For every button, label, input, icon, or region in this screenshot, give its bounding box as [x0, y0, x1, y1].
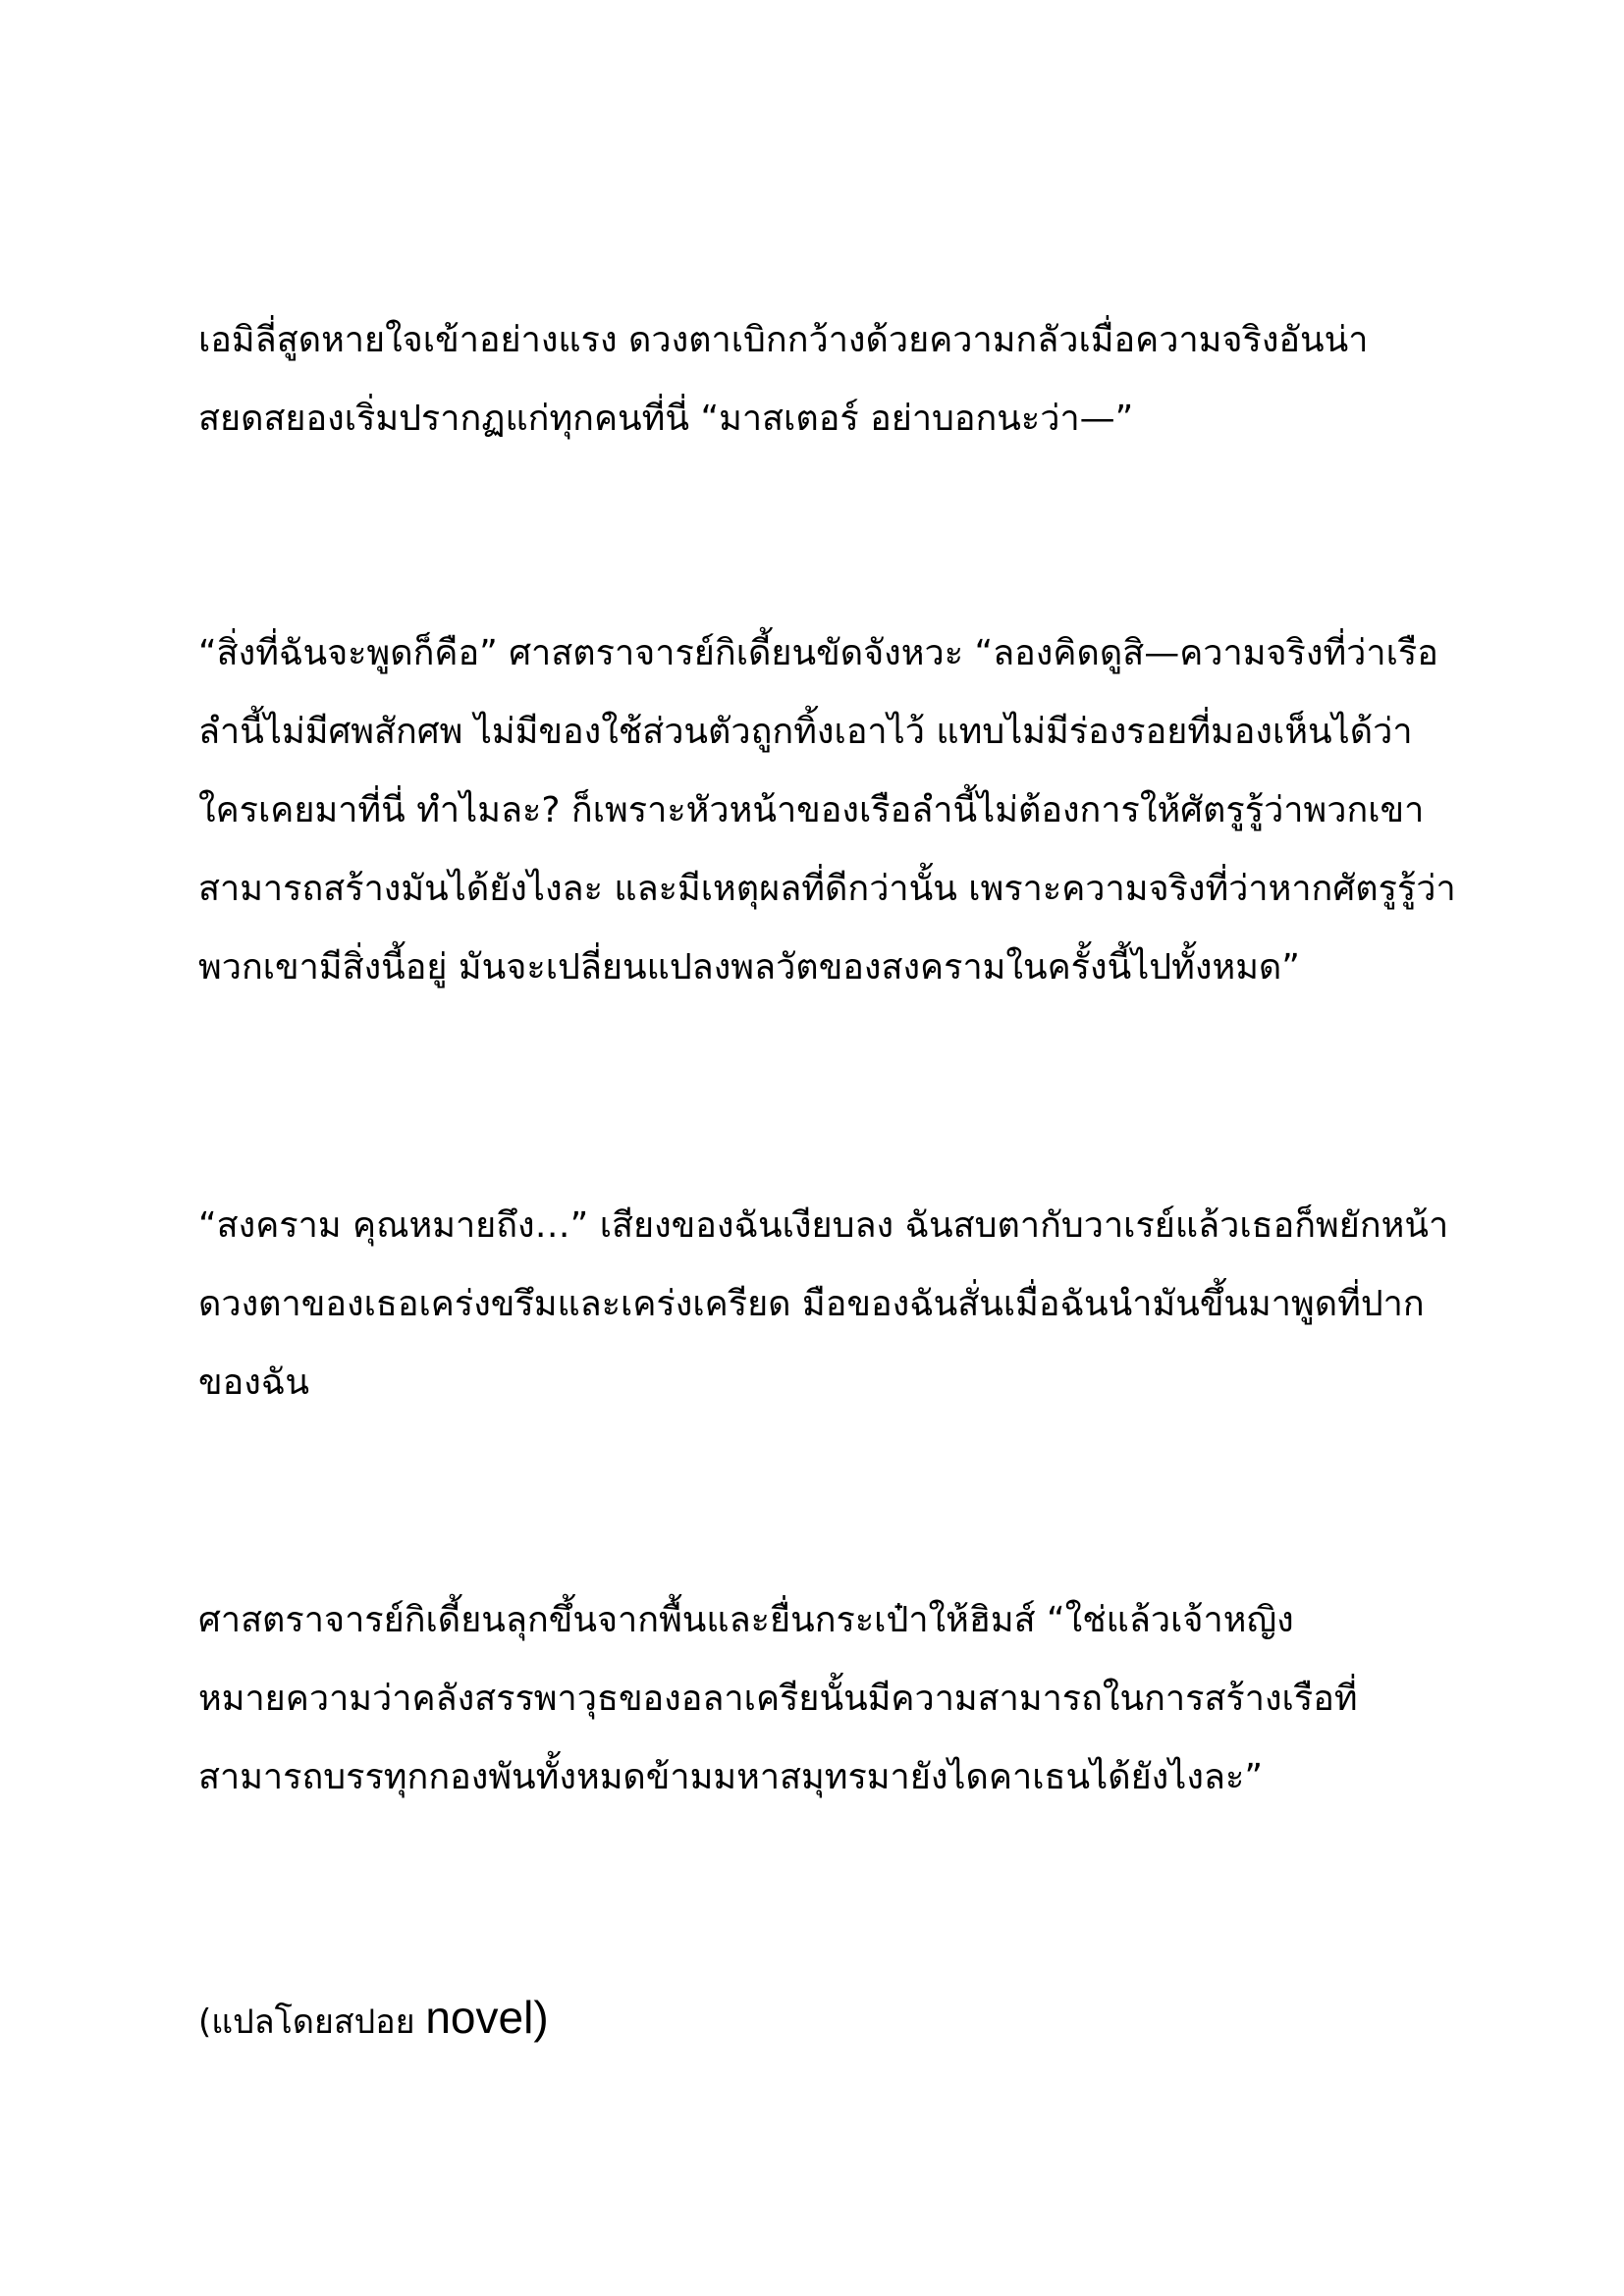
credit-open: (แปลโดยสปอย: [198, 2002, 426, 2042]
paragraph-2: [198, 614, 1475, 1007]
paragraph-1: [198, 301, 1475, 458]
translator-credit: [198, 1978, 1475, 2061]
credit-line: [198, 1978, 1475, 2061]
paragraph-line: พวกเขามีสิ่งนี้อยู่ มันจะเปลี่ยนแปลงพลวัตของสงครามในครั้งนี้ไปทั้งหมด”: [198, 947, 1300, 988]
paragraph-line: หมายความว่าคลังสรรพาวุธของอลาเครียนั้นมีความสามารถในการสร้างเรือที่: [198, 1679, 1358, 1719]
paragraph-3: [198, 1187, 1475, 1422]
paragraph-4: [198, 1581, 1475, 1817]
paragraph-line: ลำนี้ไม่มีศพสักศพ ไม่มีของใช้ส่วนตัวถูกทิ้งเอาไว้ แทบไม่มีร่องรอยที่มองเห็นได้ว่า: [198, 712, 1413, 752]
paragraph-line: ของฉัน: [198, 1362, 309, 1403]
paragraph-line: “สงคราม คุณหมายถึง…” เสียงของฉันเงียบลง ฉันสบตากับวาเรย์แล้วเธอก็พยักหน้า: [198, 1205, 1449, 1246]
paragraph-line: “สิ่งที่ฉันจะพูดก็คือ” ศาสตราจารย์กิเดี้ยนขัดจังหวะ “ลองคิดดูสิ—ความจริงที่ว่าเรือ: [198, 633, 1438, 673]
paragraph-line: สามารถสร้างมันได้ยังไงละ และมีเหตุผลที่ดีกว่านั้น เพราะความจริงที่ว่าหากศัตรูรู้ว่า: [198, 869, 1456, 909]
paragraph-line: ดวงตาของเธอเคร่งขรึมและเคร่งเครียด มือของฉันสั่นเมื่อฉันนำมันขึ้นมาพูดที่ปาก: [198, 1284, 1425, 1324]
paragraph-line: ศาสตราจารย์กิเดี้ยนลุกขึ้นจากพื้นและยื่นกระเป๋าให้ฮิมส์ “ใช่แล้วเจ้าหญิง: [198, 1600, 1294, 1640]
credit-close: ): [533, 1992, 549, 2043]
paragraph-line: เอมิลี่สูดหายใจเข้าอย่างแรง ดวงตาเบิกกว้างด้วยความกลัวเมื่อความจริงอันน่า: [198, 320, 1369, 360]
credit-name: novel: [425, 1992, 534, 2043]
paragraph-line: สยดสยองเริ่มปรากฏแก่ทุกคนที่นี่ “มาสเตอร์ อย่าบอกนะว่า—”: [198, 399, 1134, 439]
paragraph-line: ใครเคยมาที่นี่ ทำไมละ? ก็เพราะหัวหน้าของเรือลำนี้ไม่ต้องการให้ศัตรูรู้ว่าพวกเขา: [198, 790, 1425, 830]
paragraph-line: สามารถบรรทุกกองพันทั้งหมดข้ามมหาสมุทรมายังไดคาเธนได้ยังไงละ”: [198, 1757, 1263, 1797]
